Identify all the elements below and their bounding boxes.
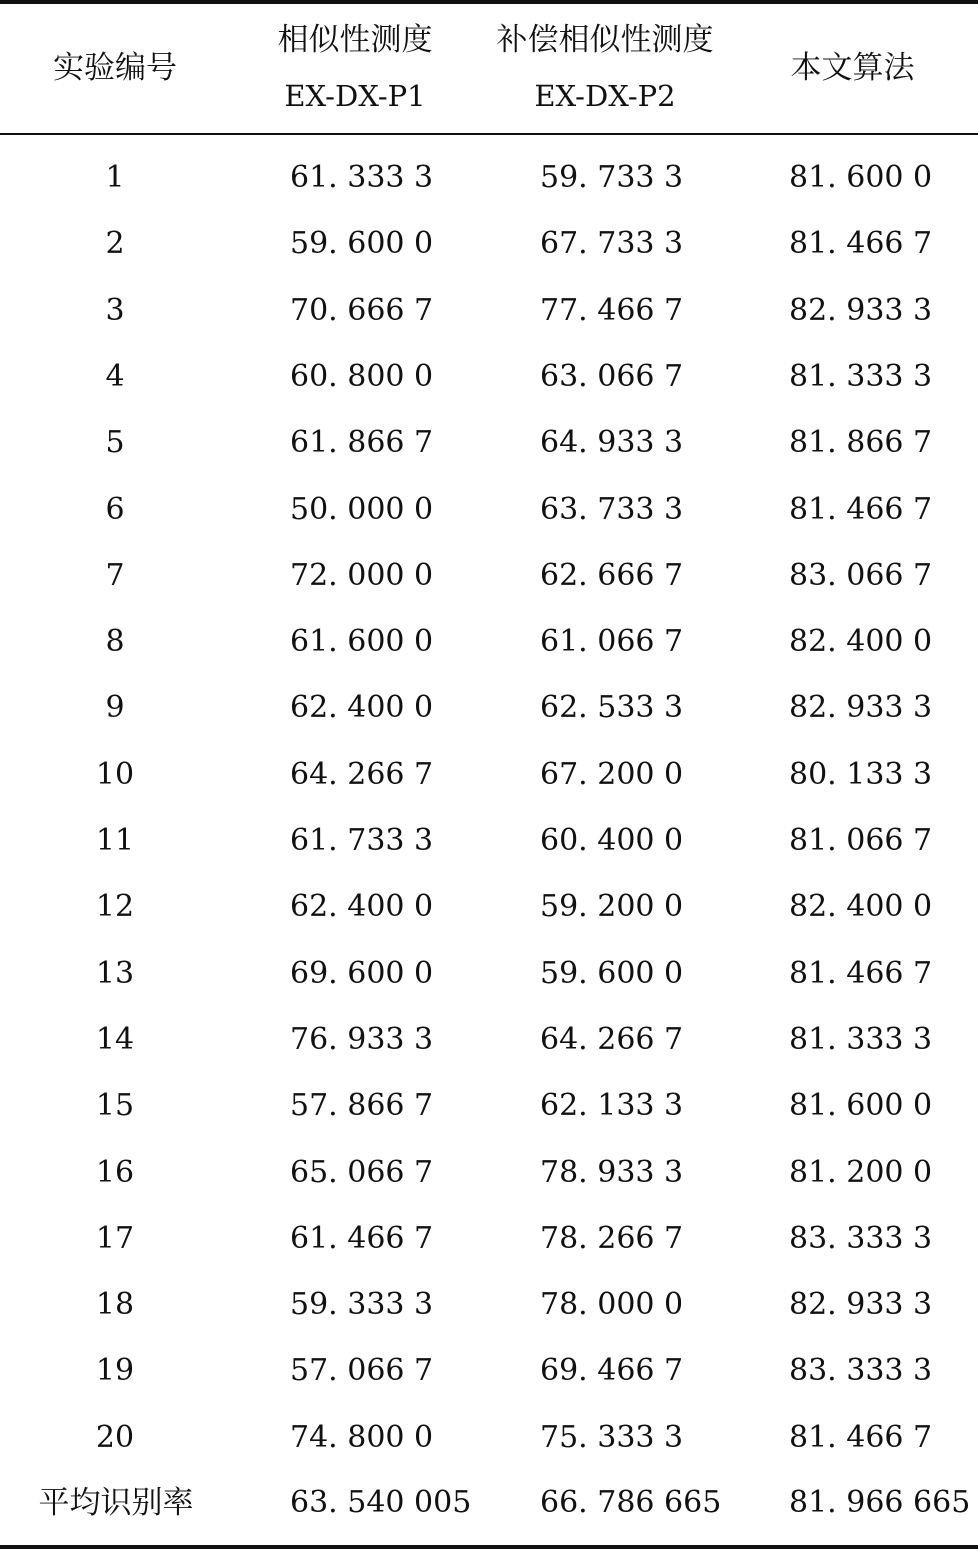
cell-compensated-similarity: 67. 200 0	[540, 756, 684, 792]
cell-proposed-algorithm: 81. 466 7	[789, 226, 933, 262]
cell-experiment-number: 5	[105, 425, 125, 461]
cell-proposed-algorithm: 81. 600 0	[789, 1088, 933, 1124]
cell-similarity: 57. 866 7	[290, 1088, 434, 1124]
cell-proposed-algorithm: 81. 333 3	[789, 1021, 933, 1057]
cell-compensated-similarity: 77. 466 7	[540, 292, 684, 328]
cell-experiment-number: 4	[105, 358, 125, 394]
cell-similarity: 61. 466 7	[290, 1220, 434, 1256]
cell-compensated-similarity: 60. 400 0	[540, 823, 684, 858]
cell-compensated-similarity: 64. 933 3	[540, 425, 684, 461]
cell-similarity: 64. 266 7	[290, 756, 434, 792]
cell-proposed-algorithm: 83. 066 7	[789, 557, 933, 593]
cell-experiment-number: 15	[95, 1088, 135, 1124]
cell-experiment-number: 7	[105, 557, 125, 593]
cell-experiment-number: 8	[105, 624, 125, 660]
header-experiment-number: 实验编号	[53, 50, 177, 86]
cell-similarity: 61. 333 3	[290, 160, 434, 195]
cell-compensated-similarity: 75. 333 3	[540, 1419, 684, 1455]
cell-similarity: 76. 933 3	[290, 1021, 434, 1057]
cell-compensated-similarity: 66. 786 665	[540, 1485, 722, 1520]
cell-experiment-number: 9	[105, 690, 125, 726]
cell-compensated-similarity: 78. 933 3	[540, 1154, 684, 1190]
cell-proposed-algorithm: 81. 200 0	[789, 1154, 933, 1190]
cell-compensated-similarity: 61. 066 7	[540, 624, 684, 660]
table-header-rule	[0, 133, 978, 135]
cell-compensated-similarity: 59. 200 0	[540, 889, 684, 925]
cell-similarity: 69. 600 0	[290, 955, 434, 991]
cell-proposed-algorithm: 80. 133 3	[789, 756, 933, 792]
cell-proposed-algorithm: 82. 400 0	[789, 624, 933, 660]
cell-experiment-number: 11	[95, 823, 135, 858]
cell-similarity: 61. 600 0	[290, 624, 434, 660]
cell-experiment-number: 17	[95, 1220, 135, 1256]
cell-proposed-algorithm: 83. 333 3	[789, 1353, 933, 1389]
cell-proposed-algorithm: 81. 066 7	[789, 823, 933, 858]
cell-proposed-algorithm: 81. 466 7	[789, 955, 933, 991]
cell-proposed-algorithm: 82. 933 3	[789, 1287, 933, 1323]
cell-experiment-number: 1	[105, 160, 125, 195]
header-similarity-measure: 相似性测度	[277, 22, 433, 58]
cell-similarity: 62. 400 0	[290, 690, 434, 726]
cell-similarity: 61. 733 3	[290, 823, 434, 858]
cell-proposed-algorithm: 81. 600 0	[789, 160, 933, 195]
cell-similarity: 65. 066 7	[290, 1154, 434, 1190]
cell-similarity: 50. 000 0	[290, 491, 434, 527]
cell-proposed-algorithm: 81. 333 3	[789, 358, 933, 394]
cell-compensated-similarity: 78. 266 7	[540, 1220, 684, 1256]
header-proposed-algorithm: 本文算法	[790, 50, 915, 86]
cell-compensated-similarity: 67. 733 3	[540, 226, 684, 262]
cell-compensated-similarity: 59. 733 3	[540, 160, 684, 195]
cell-experiment-number: 12	[95, 889, 135, 925]
cell-compensated-similarity: 63. 733 3	[540, 491, 684, 527]
cell-compensated-similarity: 78. 000 0	[540, 1287, 684, 1323]
cell-proposed-algorithm: 82. 400 0	[789, 889, 933, 925]
cell-similarity: 72. 000 0	[290, 557, 434, 593]
cell-experiment-number: 14	[95, 1021, 135, 1057]
cell-compensated-similarity: 69. 466 7	[540, 1353, 684, 1389]
cell-experiment-number: 2	[105, 226, 125, 262]
cell-similarity: 63. 540 005	[290, 1485, 472, 1520]
cell-experiment-number: 3	[105, 292, 125, 328]
average-recognition-rate-label: 平均识别率	[38, 1485, 194, 1521]
cell-proposed-algorithm: 81. 466 7	[789, 1419, 933, 1455]
cell-proposed-algorithm: 82. 933 3	[789, 292, 933, 328]
cell-similarity: 60. 800 0	[290, 358, 434, 394]
cell-similarity: 61. 866 7	[290, 425, 434, 461]
table-top-rule	[0, 0, 978, 4]
cell-compensated-similarity: 59. 600 0	[540, 955, 684, 991]
cell-compensated-similarity: 62. 533 3	[540, 690, 684, 726]
cell-similarity: 70. 666 7	[290, 292, 434, 328]
cell-experiment-number: 18	[95, 1287, 135, 1323]
cell-proposed-algorithm: 81. 966 665	[789, 1485, 971, 1520]
cell-experiment-number: 20	[95, 1419, 135, 1455]
cell-compensated-similarity: 62. 666 7	[540, 557, 684, 593]
header-compensated-similarity-measure: 补偿相似性测度	[496, 22, 714, 58]
header-similarity-measure-code: EX-DX-P1	[284, 79, 426, 113]
cell-proposed-algorithm: 83. 333 3	[789, 1220, 933, 1256]
cell-proposed-algorithm: 82. 933 3	[789, 690, 933, 726]
cell-experiment-number: 16	[95, 1154, 135, 1190]
cell-compensated-similarity: 64. 266 7	[540, 1021, 684, 1057]
header-compensated-similarity-measure-code: EX-DX-P2	[534, 79, 676, 113]
cell-proposed-algorithm: 81. 866 7	[789, 425, 933, 461]
cell-experiment-number: 19	[95, 1353, 135, 1389]
cell-proposed-algorithm: 81. 466 7	[789, 491, 933, 527]
cell-compensated-similarity: 62. 133 3	[540, 1088, 684, 1124]
cell-similarity: 57. 066 7	[290, 1353, 434, 1389]
cell-experiment-number: 10	[95, 756, 135, 792]
cell-similarity: 59. 333 3	[290, 1287, 434, 1323]
cell-similarity: 59. 600 0	[290, 226, 434, 262]
cell-experiment-number: 6	[105, 491, 125, 527]
cell-experiment-number: 13	[95, 955, 135, 991]
cell-similarity: 74. 800 0	[290, 1419, 434, 1455]
cell-compensated-similarity: 63. 066 7	[540, 358, 684, 394]
table-bottom-rule	[0, 1545, 978, 1549]
cell-similarity: 62. 400 0	[290, 889, 434, 925]
